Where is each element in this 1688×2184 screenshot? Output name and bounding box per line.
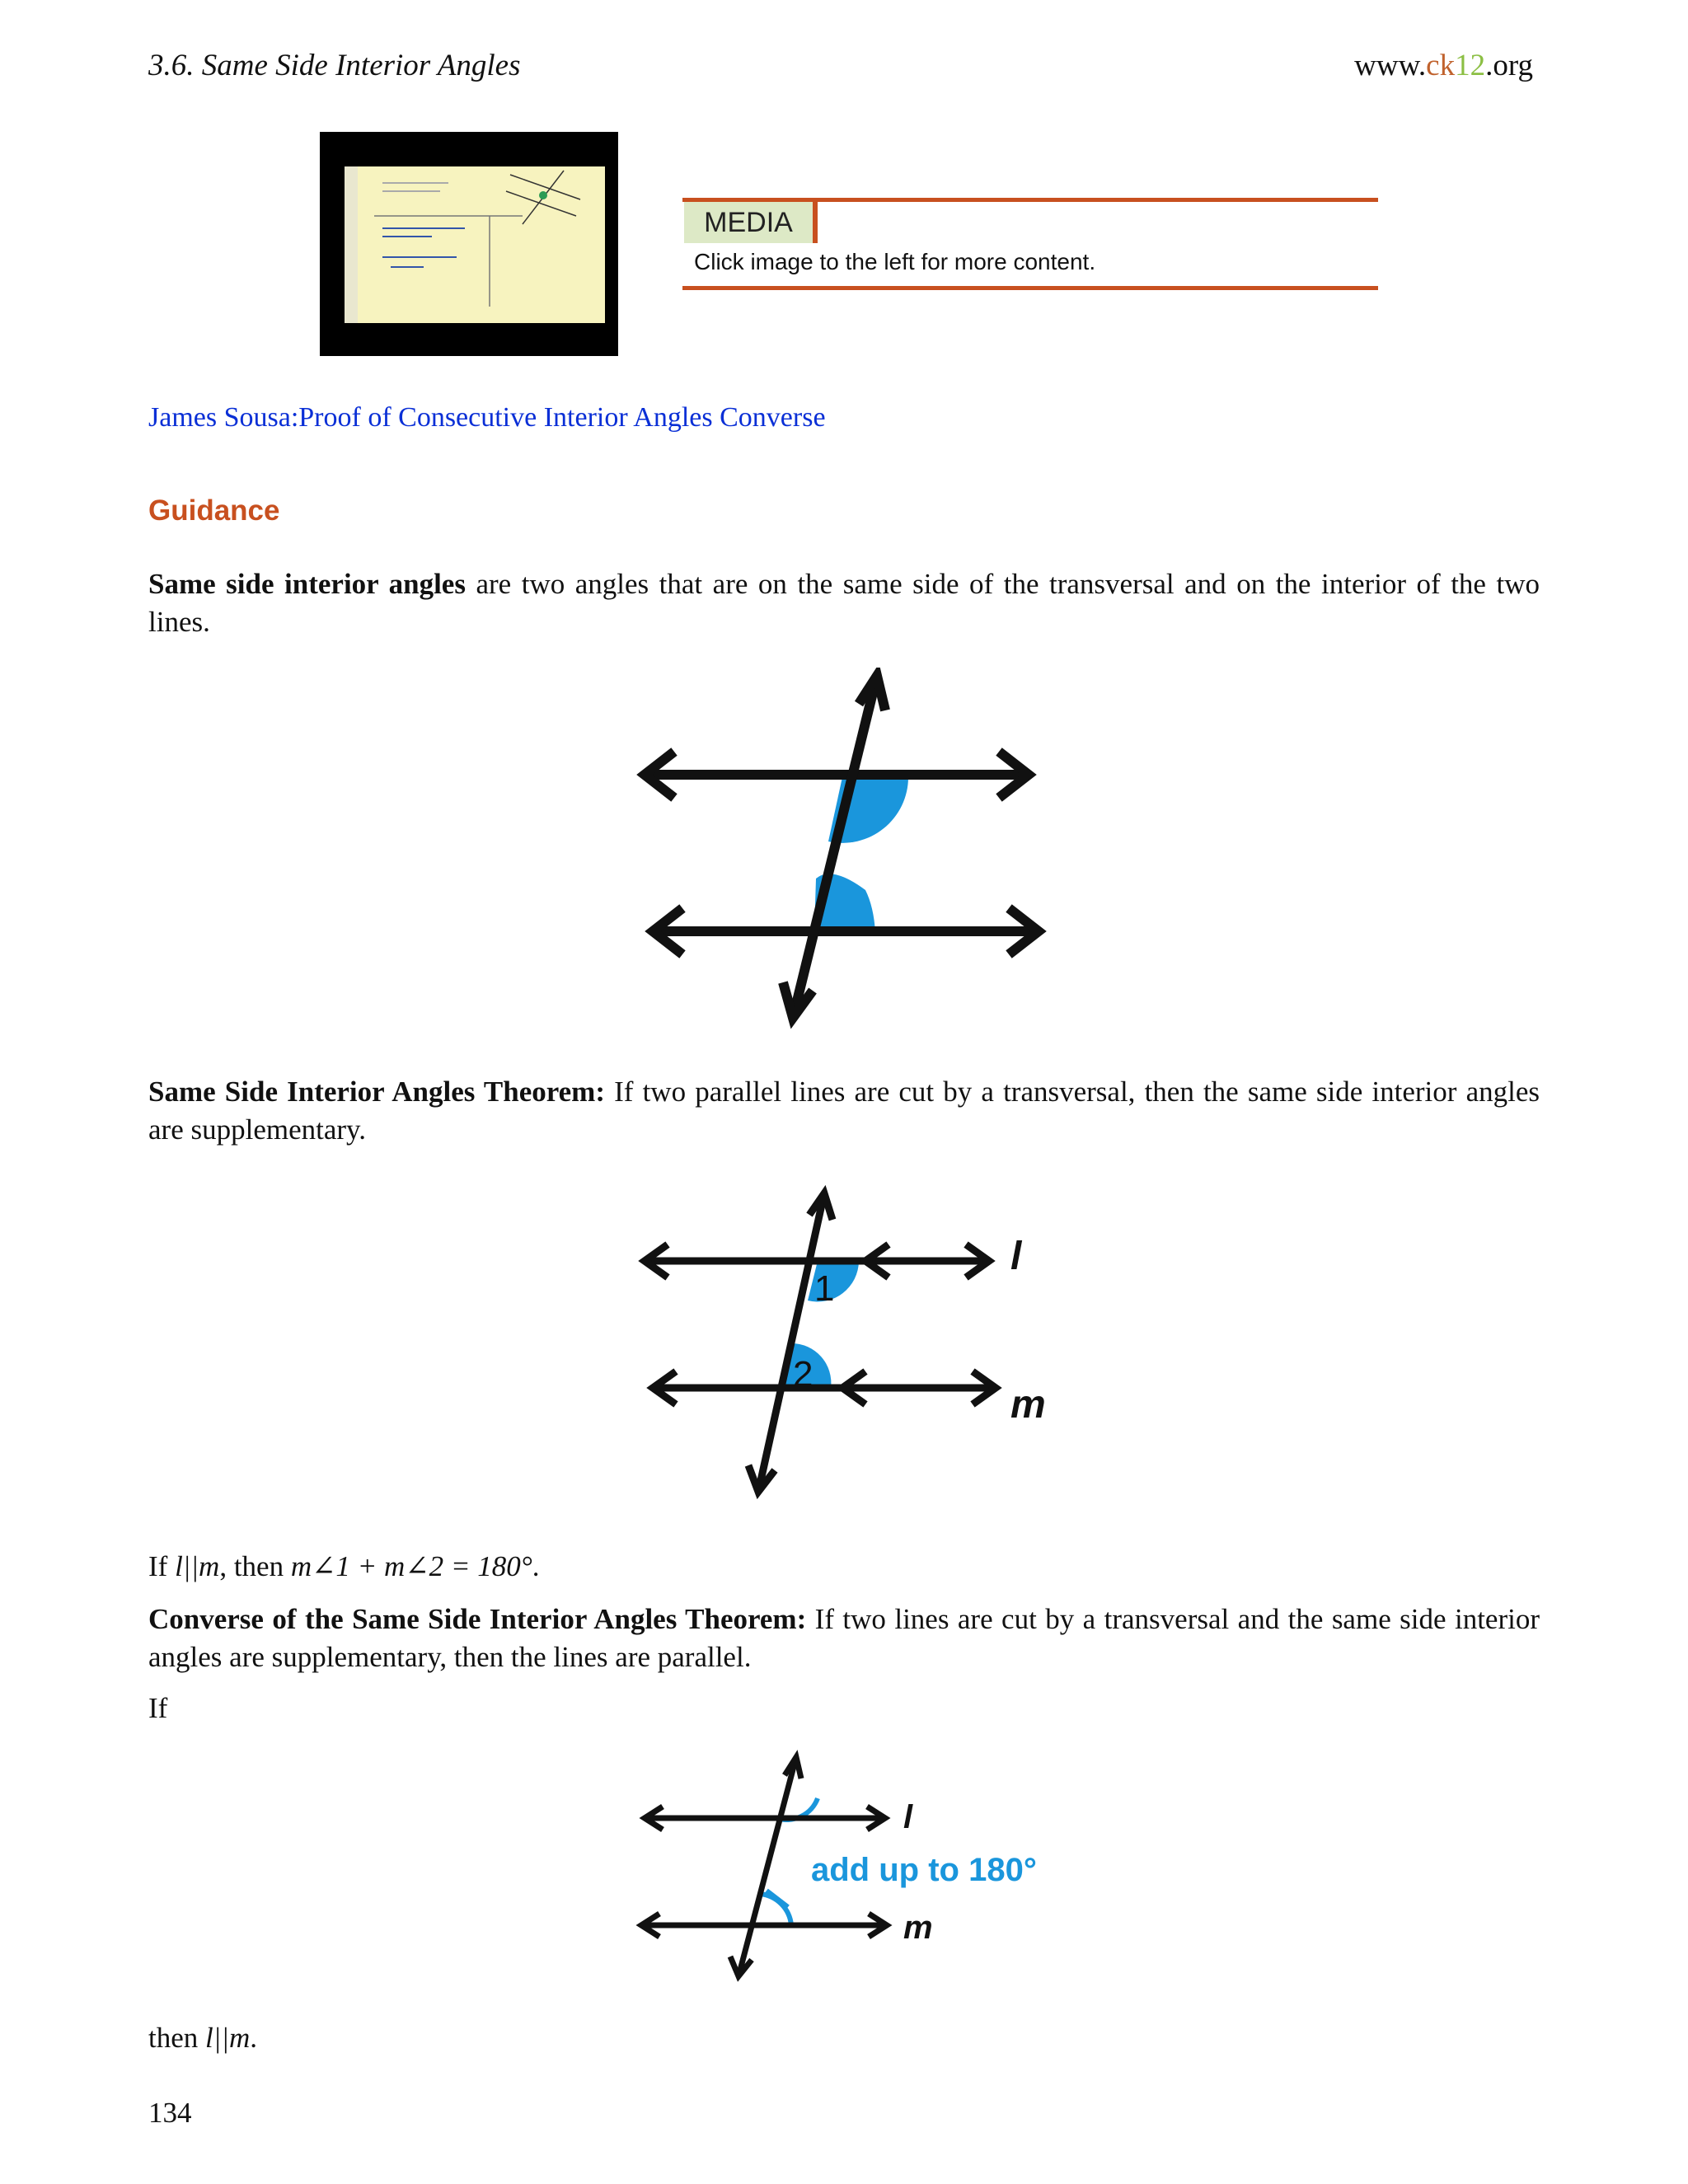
definition-text: are two angles that are on the same side of the transversal and on the interior of the two lines. xyxy=(148,568,1540,638)
video-screen xyxy=(345,166,605,323)
converse-text: If two lines are cut by a transversal and the same side interior angles are supplementary, then the lines are parallel. xyxy=(148,1603,1540,1673)
definition-paragraph xyxy=(148,565,1540,641)
transversal-3 xyxy=(738,1757,796,1976)
statement-condition: l||m xyxy=(175,1550,220,1582)
if-word: If xyxy=(148,1692,168,1724)
video-thumbnail[interactable] xyxy=(320,132,618,356)
conclusion-then: then xyxy=(148,2022,206,2054)
transversal-2 xyxy=(758,1193,824,1492)
figure-parallel-lines-l-m xyxy=(626,1179,1071,1500)
angle-2-label: 2 xyxy=(793,1354,814,1394)
site-ck: ck xyxy=(1426,49,1456,82)
site-12: 12 xyxy=(1455,49,1486,82)
media-box xyxy=(682,198,1378,290)
theorem-title: Same Side Interior Angles Theorem: xyxy=(148,1076,605,1108)
theorem-text: If two parallel lines are cut by a transversal, then the same side interior angles are supplementary. xyxy=(148,1076,1540,1146)
conclusion-condition: l||m xyxy=(205,2022,251,2054)
line-l-label-3: l xyxy=(903,1799,913,1835)
statement-then: , then xyxy=(219,1550,291,1582)
media-caption: Click image to the left for more content. xyxy=(694,249,1096,274)
converse-title: Converse of the Same Side Interior Angles Theorem: xyxy=(148,1603,807,1635)
converse-paragraph xyxy=(148,1601,1540,1676)
add-up-note: add up to 180° xyxy=(811,1852,1037,1888)
guidance-heading: Guidance xyxy=(148,494,280,527)
figure-converse xyxy=(626,1746,1071,1985)
running-header-section: 3.6. Same Side Interior Angles xyxy=(148,49,521,82)
statement-end: . xyxy=(532,1550,540,1582)
statement-equation: m∠1 + m∠2 = 180° xyxy=(290,1550,532,1582)
line-l-label: l xyxy=(1010,1235,1022,1278)
angle-1-label: 1 xyxy=(814,1268,835,1309)
conclusion-end: . xyxy=(250,2022,258,2054)
media-tag: MEDIA xyxy=(684,202,818,243)
theorem-paragraph xyxy=(148,1073,1540,1149)
definition-term: Same side interior angles xyxy=(148,568,466,600)
site-prefix: www. xyxy=(1354,49,1427,82)
figure-same-side-interior-angles xyxy=(626,668,1055,1030)
theorem-statement xyxy=(148,1548,1540,1586)
transversal xyxy=(793,676,877,1018)
media-bottom-rule xyxy=(682,286,1378,290)
statement-if: If xyxy=(148,1550,176,1582)
conclusion xyxy=(148,2019,1540,2057)
page-number: 134 xyxy=(148,2097,192,2129)
line-m-label: m xyxy=(1010,1383,1046,1427)
site-suffix: .org xyxy=(1485,49,1533,82)
video-link[interactable]: James Sousa:Proof of Consecutive Interior Angles Converse xyxy=(148,402,826,433)
line-m-label-3: m xyxy=(903,1910,933,1946)
running-header-site[interactable] xyxy=(1354,48,1533,83)
